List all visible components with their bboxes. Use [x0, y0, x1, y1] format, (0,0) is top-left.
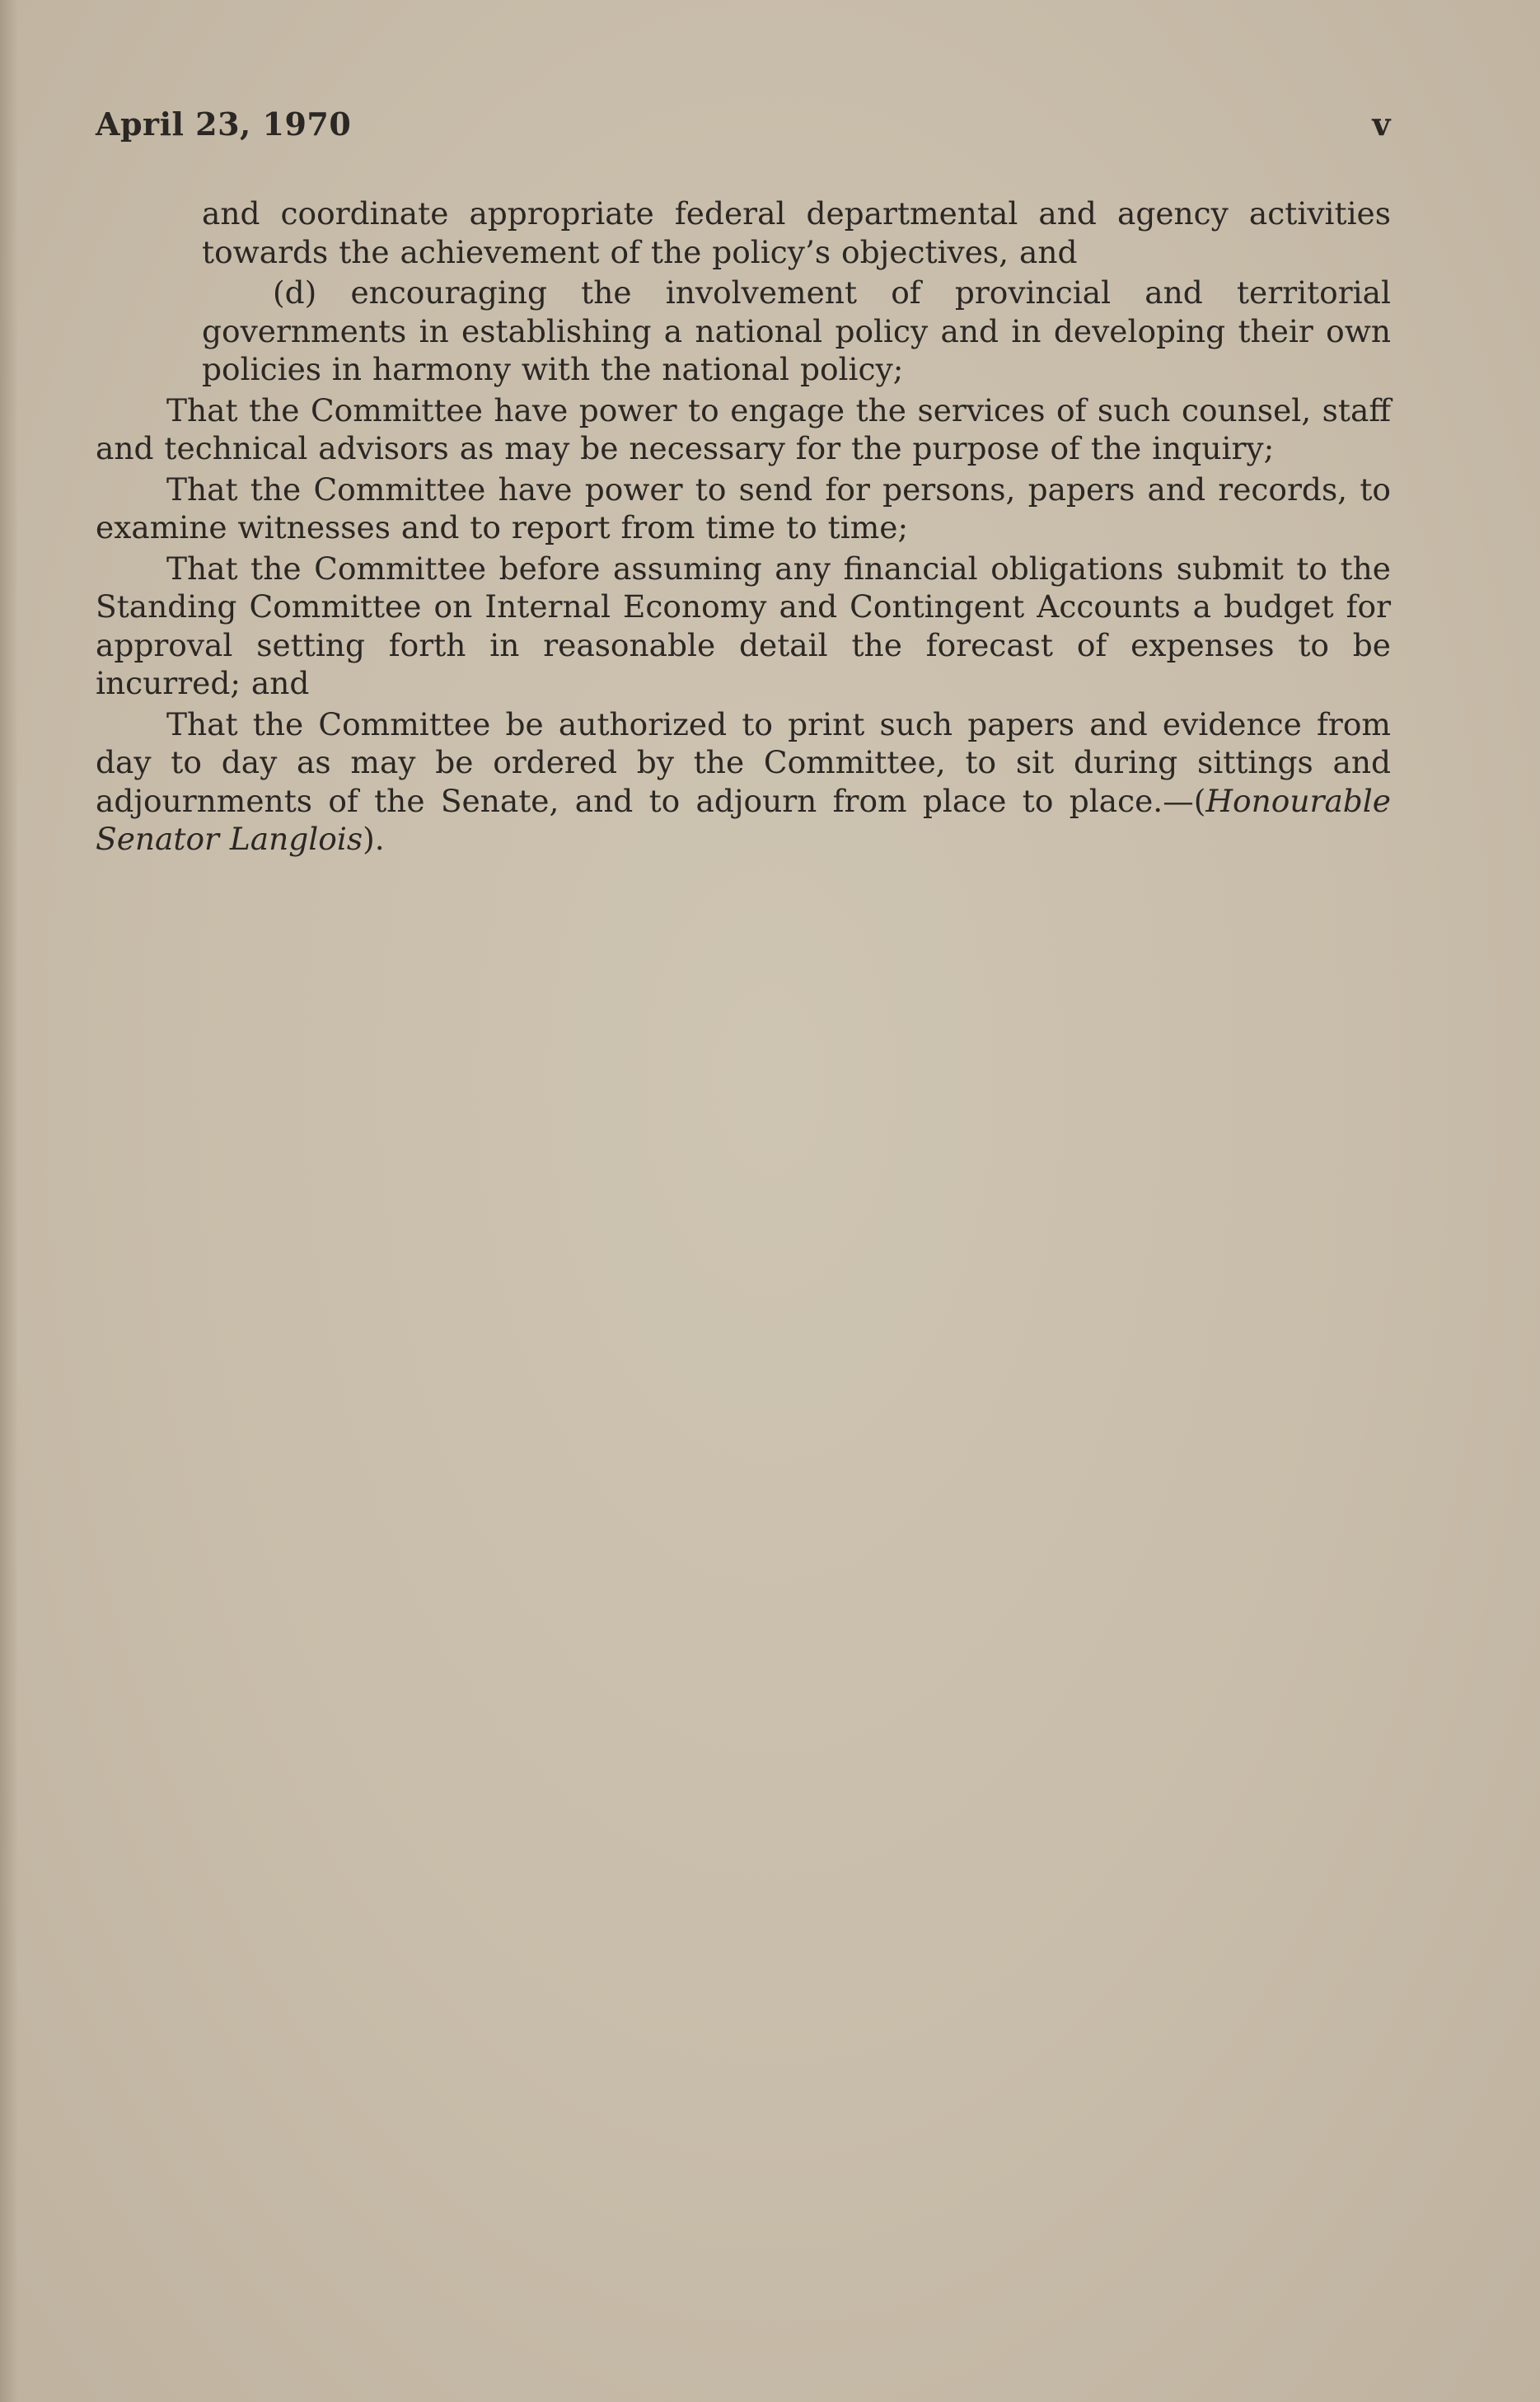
- attribution-senator: Honourable Senator Langlois: [96, 782, 1391, 857]
- document-body: [96, 194, 1391, 861]
- paragraph-records-power: That the Committee have power to send for persons, papers and records, to examine witnesses and to report from time to time;: [96, 471, 1391, 545]
- page-number: v: [1372, 105, 1391, 143]
- attribution-close: ).: [363, 821, 385, 857]
- running-header: [96, 105, 1391, 147]
- paragraph-continuation: and coordinate appropriate federal departmental and agency activities towards the achievement of the policy’s objectives, and: [202, 195, 1391, 270]
- print-authorization-text: That the Committee be authorized to print such papers and evidence from day to day as may be ordered by the Committee, to sit during sittings and adjournments of the Senate, and to adjourn from place to place.—: [96, 705, 1391, 819]
- item-label-d: (d): [273, 274, 317, 311]
- paragraph-counsel-power: That the Committee have power to engage the services of such counsel, staff and technical advisors as may be necessary for the purpose of the inquiry;: [96, 391, 1391, 466]
- attribution-open-paren: (: [1193, 782, 1206, 819]
- item-d-text: encouraging the involvement of provincial and territorial governments in establishing a national policy and in developing their own policies in harmony with the national policy;: [202, 274, 1391, 387]
- page-edge-shadow: [0, 0, 18, 2402]
- paragraph-item-d: [202, 274, 1391, 389]
- paragraph-budget: That the Committee before assuming any financial obligations submit to the Standing Committee on Internal Economy and Contingent Accounts a budget for approval setting forth in reasonable detail the forecast of expenses to be incurred; and: [96, 550, 1391, 701]
- paragraph-print-authorization: [96, 705, 1391, 859]
- header-date: April 23, 1970: [96, 105, 352, 143]
